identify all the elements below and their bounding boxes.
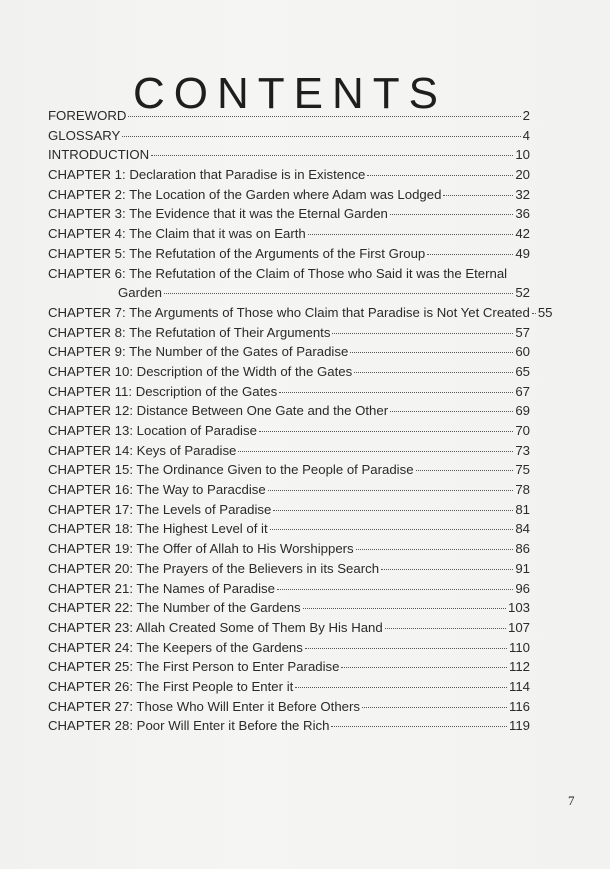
toc-entry-label: CHAPTER 1: Declaration that Paradise is in Existence (48, 167, 366, 183)
toc-page-number: 75 (515, 462, 530, 478)
toc-entry-label: CHAPTER 15: The Ordinance Given to the People of Paradise (48, 462, 414, 478)
toc-page-number: 73 (515, 442, 530, 458)
toc-entry (48, 598, 530, 618)
toc-page-number: 65 (515, 363, 530, 379)
toc-page-number: 67 (515, 383, 530, 399)
toc-entry (48, 677, 530, 697)
toc-entry (48, 480, 530, 500)
toc-page-number: 49 (515, 245, 530, 261)
toc-entry-label: FOREWORD (48, 108, 127, 123)
toc-page-number: 84 (515, 521, 530, 537)
toc-entry-label: CHAPTER 27: Those Who Will Enter it Before Others (48, 698, 360, 714)
toc-entry (48, 342, 530, 362)
dot-leader (532, 313, 536, 314)
toc-page-number: 2 (522, 108, 530, 123)
toc-page-number: 42 (515, 226, 530, 242)
toc-page-number: 57 (515, 324, 530, 340)
toc-page-number: 4 (522, 127, 530, 143)
toc-entry (48, 401, 530, 421)
toc-entry-label: CHAPTER 2: The Location of the Garden where Adam was Lodged (48, 186, 442, 202)
dot-leader (385, 628, 506, 629)
dot-leader (341, 667, 507, 668)
toc-page-number: 36 (515, 206, 530, 222)
toc-page-number: 32 (515, 186, 530, 202)
dot-leader (367, 175, 513, 176)
toc-page-number: 81 (515, 501, 530, 517)
dot-leader (128, 116, 520, 117)
toc-entry-label: CHAPTER 8: The Refutation of Their Arguments (48, 324, 331, 340)
toc-entry (48, 500, 530, 520)
toc-entry (48, 519, 530, 539)
toc-entry (48, 716, 530, 736)
toc-entry-continuation (48, 283, 530, 303)
toc-entry (48, 441, 530, 461)
toc-entry (48, 539, 530, 559)
toc-page-number: 60 (515, 344, 530, 360)
toc-page-number: 86 (515, 541, 530, 557)
dot-leader (427, 254, 513, 255)
toc-entry (48, 559, 530, 579)
toc-entry (48, 657, 530, 677)
dot-leader (443, 195, 513, 196)
toc-entry (48, 362, 530, 382)
page-title: CONTENTS (133, 69, 447, 119)
dot-leader (151, 155, 513, 156)
toc-entry-label: CHAPTER 16: The Way to Paracdise (48, 482, 266, 498)
toc-entry-label: CHAPTER 26: The First People to Enter it (48, 678, 294, 694)
toc-entry-label: CHAPTER 5: The Refutation of the Arguments of the First Group (48, 245, 426, 261)
toc-entry-label: CHAPTER 18: The Highest Level of it (48, 521, 268, 537)
toc-entry-label: CHAPTER 22: The Number of the Gardens (48, 600, 301, 616)
toc-entry (48, 224, 530, 244)
toc-page-number: 91 (515, 560, 530, 576)
toc-entry (48, 638, 530, 658)
dot-leader (381, 569, 513, 570)
toc-entry (48, 697, 530, 717)
dot-leader (416, 470, 514, 471)
toc-entry-label: INTRODUCTION (48, 147, 150, 163)
toc-entry-label: CHAPTER 17: The Levels of Paradise (48, 501, 272, 517)
toc-entry-label: CHAPTER 7: The Arguments of Those who Claim that Paradise is Not Yet Created (48, 304, 530, 320)
toc-entry-label: CHAPTER 28: Poor Will Enter it Before the Rich (48, 718, 330, 734)
toc-entry-label-continued: Garden (118, 285, 162, 301)
toc-entry (48, 244, 530, 264)
toc-entry-label: CHAPTER 11: Description of the Gates (48, 383, 278, 399)
dot-leader (356, 549, 514, 550)
dot-leader (164, 293, 513, 294)
table-of-contents (48, 106, 553, 736)
toc-page-number: 69 (515, 403, 530, 419)
dot-leader (390, 411, 513, 412)
toc-entry (48, 204, 530, 224)
toc-entry (48, 303, 553, 323)
toc-entry (48, 421, 530, 441)
dot-leader (350, 352, 513, 353)
toc-entry (48, 106, 530, 126)
dot-leader (273, 510, 513, 511)
dot-leader (270, 529, 514, 530)
dot-leader (122, 136, 520, 137)
toc-entry-label: GLOSSARY (48, 127, 121, 143)
toc-entry-label: CHAPTER 14: Keys of Paradise (48, 442, 237, 458)
toc-page-number: 10 (515, 147, 530, 163)
toc-entry (48, 618, 530, 638)
toc-entry (48, 323, 530, 343)
dot-leader (277, 589, 513, 590)
toc-page-number: 110 (508, 639, 530, 655)
dot-leader (308, 234, 514, 235)
toc-entry-label: CHAPTER 13: Location of Paradise (48, 423, 257, 438)
toc-page-number: 70 (515, 423, 530, 438)
dot-leader (279, 392, 513, 393)
dot-leader (354, 372, 513, 373)
toc-page-number: 20 (515, 167, 530, 183)
toc-entry-label: CHAPTER 24: The Keepers of the Gardens (48, 639, 303, 655)
dot-leader (390, 214, 513, 215)
dot-leader (303, 608, 506, 609)
page-number: 7 (568, 793, 575, 808)
toc-entry (48, 145, 530, 165)
dot-leader (238, 451, 513, 452)
dot-leader (268, 490, 514, 491)
dot-leader (259, 431, 513, 432)
toc-entry-label: CHAPTER 10: Description of the Width of the Gates (48, 363, 353, 379)
toc-page-number: 114 (508, 678, 530, 694)
toc-entry-label: CHAPTER 12: Distance Between One Gate and the Other (48, 403, 389, 419)
dot-leader (362, 707, 507, 708)
toc-entry-label: CHAPTER 21: The Names of Paradise (48, 580, 275, 596)
toc-entry-label: CHAPTER 6: The Refutation of the Claim of Those who Said it was the Eternal (48, 265, 508, 281)
toc-entry-label: CHAPTER 9: The Number of the Gates of Paradise (48, 344, 349, 360)
toc-page-number: 96 (515, 580, 530, 596)
toc-entry-label: CHAPTER 25: The First Person to Enter Paradise (48, 659, 340, 675)
toc-page-number: 52 (515, 285, 530, 301)
toc-page-number: 78 (515, 482, 530, 498)
toc-entry-label: CHAPTER 4: The Claim that it was on Earth (48, 226, 306, 242)
toc-entry (48, 382, 530, 402)
dot-leader (332, 333, 513, 334)
toc-page-number: 55 (537, 304, 553, 320)
toc-entry (48, 126, 530, 146)
toc-entry (48, 579, 530, 599)
dot-leader (295, 687, 507, 688)
toc-entry-label: CHAPTER 19: The Offer of Allah to His Worshippers (48, 541, 354, 557)
toc-page-number: 112 (508, 659, 530, 675)
toc-page-number: 107 (507, 619, 530, 635)
toc-page-number: 119 (508, 718, 530, 734)
toc-entry (48, 165, 530, 185)
toc-entry-label: CHAPTER 23: Allah Created Some of Them By His Hand (48, 619, 383, 635)
toc-page-number: 103 (507, 600, 530, 616)
dot-leader (331, 726, 507, 727)
toc-entry (48, 264, 530, 303)
toc-entry (48, 460, 530, 480)
dot-leader (305, 648, 507, 649)
toc-page-number: 116 (508, 698, 530, 714)
toc-entry-label: CHAPTER 3: The Evidence that it was the Eternal Garden (48, 206, 388, 222)
toc-entry-label: CHAPTER 20: The Prayers of the Believers in its Search (48, 560, 380, 576)
toc-entry (48, 185, 530, 205)
